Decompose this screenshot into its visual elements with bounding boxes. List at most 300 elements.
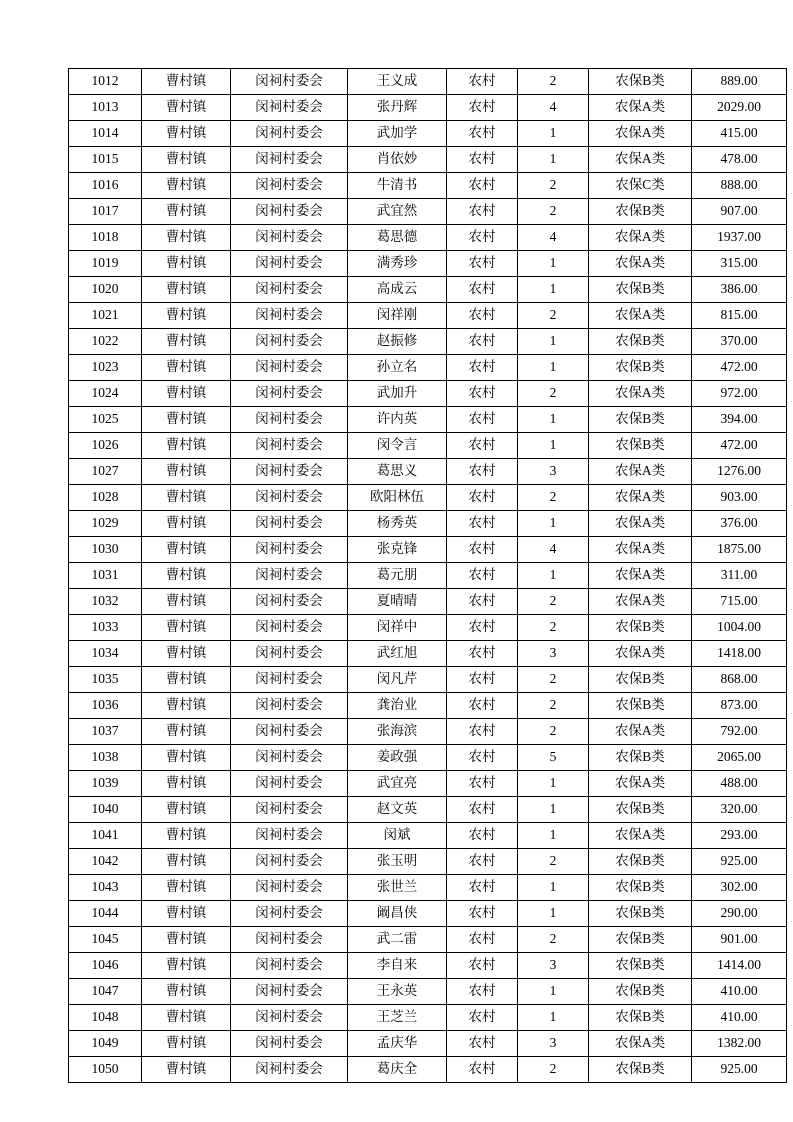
cell-name: 姜政强 xyxy=(348,745,447,771)
cell-category: 农保B类 xyxy=(589,355,692,381)
cell-category: 农保A类 xyxy=(589,303,692,329)
cell-category: 农保C类 xyxy=(589,173,692,199)
cell-id: 1017 xyxy=(69,199,142,225)
cell-category: 农保B类 xyxy=(589,901,692,927)
cell-town: 曹村镇 xyxy=(142,173,231,199)
cell-name: 葛思义 xyxy=(348,459,447,485)
table-row xyxy=(69,459,787,485)
table-row xyxy=(69,121,787,147)
cell-category: 农保B类 xyxy=(589,745,692,771)
cell-members: 2 xyxy=(518,667,589,693)
cell-amount: 302.00 xyxy=(692,875,787,901)
cell-village: 闵祠村委会 xyxy=(231,459,348,485)
cell-amount: 815.00 xyxy=(692,303,787,329)
cell-name: 孟庆华 xyxy=(348,1031,447,1057)
cell-category: 农保B类 xyxy=(589,69,692,95)
cell-village: 闵祠村委会 xyxy=(231,199,348,225)
cell-town: 曹村镇 xyxy=(142,615,231,641)
cell-village: 闵祠村委会 xyxy=(231,277,348,303)
cell-household-type: 农村 xyxy=(447,901,518,927)
cell-amount: 478.00 xyxy=(692,147,787,173)
cell-village: 闵祠村委会 xyxy=(231,823,348,849)
cell-members: 5 xyxy=(518,745,589,771)
cell-members: 2 xyxy=(518,1057,589,1083)
cell-amount: 2029.00 xyxy=(692,95,787,121)
cell-town: 曹村镇 xyxy=(142,875,231,901)
cell-household-type: 农村 xyxy=(447,303,518,329)
cell-household-type: 农村 xyxy=(447,771,518,797)
cell-category: 农保B类 xyxy=(589,433,692,459)
cell-household-type: 农村 xyxy=(447,615,518,641)
cell-id: 1035 xyxy=(69,667,142,693)
cell-name: 武红旭 xyxy=(348,641,447,667)
cell-village: 闵祠村委会 xyxy=(231,771,348,797)
cell-category: 农保B类 xyxy=(589,329,692,355)
table-row xyxy=(69,927,787,953)
cell-id: 1049 xyxy=(69,1031,142,1057)
cell-village: 闵祠村委会 xyxy=(231,225,348,251)
cell-name: 牛清书 xyxy=(348,173,447,199)
cell-name: 赵文英 xyxy=(348,797,447,823)
cell-category: 农保B类 xyxy=(589,667,692,693)
cell-amount: 715.00 xyxy=(692,589,787,615)
cell-amount: 873.00 xyxy=(692,693,787,719)
cell-name: 夏晴晴 xyxy=(348,589,447,615)
cell-name: 张丹辉 xyxy=(348,95,447,121)
cell-household-type: 农村 xyxy=(447,485,518,511)
cell-id: 1020 xyxy=(69,277,142,303)
cell-town: 曹村镇 xyxy=(142,1057,231,1083)
cell-village: 闵祠村委会 xyxy=(231,797,348,823)
cell-members: 1 xyxy=(518,797,589,823)
cell-id: 1021 xyxy=(69,303,142,329)
cell-category: 农保A类 xyxy=(589,251,692,277)
cell-amount: 394.00 xyxy=(692,407,787,433)
cell-id: 1040 xyxy=(69,797,142,823)
cell-members: 2 xyxy=(518,693,589,719)
cell-id: 1018 xyxy=(69,225,142,251)
cell-household-type: 农村 xyxy=(447,433,518,459)
cell-id: 1014 xyxy=(69,121,142,147)
cell-household-type: 农村 xyxy=(447,979,518,1005)
cell-name: 肖依妙 xyxy=(348,147,447,173)
cell-members: 3 xyxy=(518,459,589,485)
cell-members: 2 xyxy=(518,485,589,511)
cell-amount: 1418.00 xyxy=(692,641,787,667)
cell-town: 曹村镇 xyxy=(142,199,231,225)
cell-members: 2 xyxy=(518,719,589,745)
cell-members: 1 xyxy=(518,875,589,901)
cell-category: 农保B类 xyxy=(589,927,692,953)
table-row xyxy=(69,251,787,277)
cell-village: 闵祠村委会 xyxy=(231,121,348,147)
table-row xyxy=(69,823,787,849)
cell-category: 农保A类 xyxy=(589,121,692,147)
cell-amount: 972.00 xyxy=(692,381,787,407)
cell-members: 2 xyxy=(518,849,589,875)
table-row xyxy=(69,329,787,355)
cell-category: 农保A类 xyxy=(589,1031,692,1057)
cell-amount: 1382.00 xyxy=(692,1031,787,1057)
table-row xyxy=(69,615,787,641)
cell-id: 1042 xyxy=(69,849,142,875)
cell-id: 1027 xyxy=(69,459,142,485)
cell-name: 葛庆全 xyxy=(348,1057,447,1083)
cell-name: 葛思德 xyxy=(348,225,447,251)
cell-town: 曹村镇 xyxy=(142,1005,231,1031)
cell-town: 曹村镇 xyxy=(142,303,231,329)
cell-name: 高成云 xyxy=(348,277,447,303)
table-row xyxy=(69,771,787,797)
cell-village: 闵祠村委会 xyxy=(231,641,348,667)
cell-category: 农保A类 xyxy=(589,95,692,121)
cell-members: 2 xyxy=(518,199,589,225)
cell-category: 农保B类 xyxy=(589,199,692,225)
cell-household-type: 农村 xyxy=(447,407,518,433)
table-row xyxy=(69,147,787,173)
cell-household-type: 农村 xyxy=(447,277,518,303)
cell-household-type: 农村 xyxy=(447,121,518,147)
cell-town: 曹村镇 xyxy=(142,901,231,927)
cell-name: 闵斌 xyxy=(348,823,447,849)
table-row xyxy=(69,303,787,329)
cell-category: 农保B类 xyxy=(589,1005,692,1031)
cell-village: 闵祠村委会 xyxy=(231,719,348,745)
cell-id: 1047 xyxy=(69,979,142,1005)
table-row xyxy=(69,199,787,225)
cell-members: 2 xyxy=(518,381,589,407)
cell-id: 1013 xyxy=(69,95,142,121)
cell-members: 1 xyxy=(518,433,589,459)
cell-amount: 376.00 xyxy=(692,511,787,537)
cell-household-type: 农村 xyxy=(447,173,518,199)
cell-amount: 311.00 xyxy=(692,563,787,589)
cell-household-type: 农村 xyxy=(447,225,518,251)
cell-village: 闵祠村委会 xyxy=(231,667,348,693)
cell-household-type: 农村 xyxy=(447,875,518,901)
table-row xyxy=(69,355,787,381)
cell-category: 农保A类 xyxy=(589,537,692,563)
cell-category: 农保A类 xyxy=(589,589,692,615)
cell-name: 赵振修 xyxy=(348,329,447,355)
cell-town: 曹村镇 xyxy=(142,667,231,693)
cell-town: 曹村镇 xyxy=(142,95,231,121)
table-row xyxy=(69,225,787,251)
cell-members: 4 xyxy=(518,537,589,563)
cell-village: 闵祠村委会 xyxy=(231,329,348,355)
table-row xyxy=(69,849,787,875)
cell-household-type: 农村 xyxy=(447,251,518,277)
table-row xyxy=(69,433,787,459)
cell-id: 1016 xyxy=(69,173,142,199)
cell-amount: 1414.00 xyxy=(692,953,787,979)
cell-village: 闵祠村委会 xyxy=(231,69,348,95)
cell-id: 1050 xyxy=(69,1057,142,1083)
cell-village: 闵祠村委会 xyxy=(231,251,348,277)
cell-id: 1045 xyxy=(69,927,142,953)
cell-village: 闵祠村委会 xyxy=(231,563,348,589)
cell-household-type: 农村 xyxy=(447,69,518,95)
cell-village: 闵祠村委会 xyxy=(231,511,348,537)
table-row xyxy=(69,875,787,901)
cell-town: 曹村镇 xyxy=(142,797,231,823)
cell-amount: 907.00 xyxy=(692,199,787,225)
cell-id: 1036 xyxy=(69,693,142,719)
cell-household-type: 农村 xyxy=(447,381,518,407)
cell-name: 武加学 xyxy=(348,121,447,147)
cell-amount: 1875.00 xyxy=(692,537,787,563)
cell-name: 满秀珍 xyxy=(348,251,447,277)
cell-name: 张克锋 xyxy=(348,537,447,563)
cell-town: 曹村镇 xyxy=(142,225,231,251)
cell-name: 闵祥刚 xyxy=(348,303,447,329)
cell-id: 1030 xyxy=(69,537,142,563)
cell-members: 2 xyxy=(518,589,589,615)
table-row xyxy=(69,537,787,563)
cell-members: 1 xyxy=(518,355,589,381)
cell-village: 闵祠村委会 xyxy=(231,693,348,719)
cell-town: 曹村镇 xyxy=(142,771,231,797)
cell-village: 闵祠村委会 xyxy=(231,849,348,875)
cell-category: 农保B类 xyxy=(589,797,692,823)
cell-id: 1025 xyxy=(69,407,142,433)
table-row xyxy=(69,953,787,979)
cell-members: 2 xyxy=(518,927,589,953)
cell-members: 1 xyxy=(518,407,589,433)
cell-household-type: 农村 xyxy=(447,693,518,719)
cell-village: 闵祠村委会 xyxy=(231,381,348,407)
cell-name: 武宜然 xyxy=(348,199,447,225)
cell-household-type: 农村 xyxy=(447,823,518,849)
cell-household-type: 农村 xyxy=(447,511,518,537)
cell-members: 2 xyxy=(518,173,589,199)
cell-amount: 1004.00 xyxy=(692,615,787,641)
cell-household-type: 农村 xyxy=(447,797,518,823)
cell-members: 1 xyxy=(518,121,589,147)
cell-category: 农保A类 xyxy=(589,719,692,745)
cell-amount: 315.00 xyxy=(692,251,787,277)
table-row xyxy=(69,1031,787,1057)
cell-amount: 868.00 xyxy=(692,667,787,693)
cell-name: 李自来 xyxy=(348,953,447,979)
cell-household-type: 农村 xyxy=(447,849,518,875)
cell-name: 阚昌侠 xyxy=(348,901,447,927)
cell-name: 张海滨 xyxy=(348,719,447,745)
cell-name: 王义成 xyxy=(348,69,447,95)
cell-amount: 320.00 xyxy=(692,797,787,823)
cell-name: 王芝兰 xyxy=(348,1005,447,1031)
cell-members: 2 xyxy=(518,69,589,95)
cell-name: 张玉明 xyxy=(348,849,447,875)
cell-id: 1046 xyxy=(69,953,142,979)
cell-name: 龚治业 xyxy=(348,693,447,719)
cell-household-type: 农村 xyxy=(447,953,518,979)
table-row xyxy=(69,485,787,511)
cell-members: 2 xyxy=(518,303,589,329)
cell-amount: 488.00 xyxy=(692,771,787,797)
cell-amount: 925.00 xyxy=(692,849,787,875)
cell-village: 闵祠村委会 xyxy=(231,355,348,381)
cell-id: 1039 xyxy=(69,771,142,797)
cell-name: 孙立名 xyxy=(348,355,447,381)
cell-amount: 903.00 xyxy=(692,485,787,511)
cell-id: 1034 xyxy=(69,641,142,667)
cell-members: 1 xyxy=(518,277,589,303)
table-row xyxy=(69,719,787,745)
cell-category: 农保A类 xyxy=(589,381,692,407)
cell-town: 曹村镇 xyxy=(142,589,231,615)
cell-town: 曹村镇 xyxy=(142,381,231,407)
cell-village: 闵祠村委会 xyxy=(231,407,348,433)
cell-town: 曹村镇 xyxy=(142,927,231,953)
beneficiary-table xyxy=(68,68,787,1083)
table-row xyxy=(69,511,787,537)
cell-name: 闵令言 xyxy=(348,433,447,459)
cell-category: 农保A类 xyxy=(589,225,692,251)
cell-category: 农保B类 xyxy=(589,615,692,641)
cell-village: 闵祠村委会 xyxy=(231,901,348,927)
cell-village: 闵祠村委会 xyxy=(231,875,348,901)
cell-town: 曹村镇 xyxy=(142,953,231,979)
cell-id: 1048 xyxy=(69,1005,142,1031)
cell-amount: 386.00 xyxy=(692,277,787,303)
cell-amount: 290.00 xyxy=(692,901,787,927)
table-row xyxy=(69,1005,787,1031)
table-row xyxy=(69,173,787,199)
cell-id: 1015 xyxy=(69,147,142,173)
cell-town: 曹村镇 xyxy=(142,537,231,563)
cell-id: 1044 xyxy=(69,901,142,927)
cell-name: 欧阳林伍 xyxy=(348,485,447,511)
cell-amount: 410.00 xyxy=(692,979,787,1005)
cell-household-type: 农村 xyxy=(447,719,518,745)
cell-id: 1037 xyxy=(69,719,142,745)
table-row xyxy=(69,797,787,823)
cell-name: 武加升 xyxy=(348,381,447,407)
cell-town: 曹村镇 xyxy=(142,641,231,667)
table-row xyxy=(69,277,787,303)
cell-village: 闵祠村委会 xyxy=(231,1005,348,1031)
cell-amount: 472.00 xyxy=(692,355,787,381)
cell-name: 葛元朋 xyxy=(348,563,447,589)
cell-town: 曹村镇 xyxy=(142,251,231,277)
cell-id: 1028 xyxy=(69,485,142,511)
cell-category: 农保A类 xyxy=(589,563,692,589)
cell-village: 闵祠村委会 xyxy=(231,95,348,121)
cell-id: 1029 xyxy=(69,511,142,537)
cell-id: 1032 xyxy=(69,589,142,615)
cell-name: 闵凡芹 xyxy=(348,667,447,693)
cell-household-type: 农村 xyxy=(447,537,518,563)
cell-town: 曹村镇 xyxy=(142,355,231,381)
cell-id: 1041 xyxy=(69,823,142,849)
cell-category: 农保A类 xyxy=(589,147,692,173)
cell-town: 曹村镇 xyxy=(142,511,231,537)
cell-amount: 901.00 xyxy=(692,927,787,953)
cell-village: 闵祠村委会 xyxy=(231,303,348,329)
cell-household-type: 农村 xyxy=(447,459,518,485)
cell-village: 闵祠村委会 xyxy=(231,147,348,173)
cell-town: 曹村镇 xyxy=(142,693,231,719)
cell-members: 4 xyxy=(518,225,589,251)
cell-category: 农保B类 xyxy=(589,693,692,719)
cell-category: 农保A类 xyxy=(589,823,692,849)
cell-category: 农保A类 xyxy=(589,511,692,537)
cell-town: 曹村镇 xyxy=(142,485,231,511)
cell-amount: 925.00 xyxy=(692,1057,787,1083)
cell-household-type: 农村 xyxy=(447,641,518,667)
table-row xyxy=(69,589,787,615)
cell-id: 1019 xyxy=(69,251,142,277)
cell-village: 闵祠村委会 xyxy=(231,979,348,1005)
cell-town: 曹村镇 xyxy=(142,147,231,173)
cell-village: 闵祠村委会 xyxy=(231,433,348,459)
cell-amount: 293.00 xyxy=(692,823,787,849)
cell-town: 曹村镇 xyxy=(142,849,231,875)
cell-members: 3 xyxy=(518,641,589,667)
table-row xyxy=(69,979,787,1005)
cell-members: 1 xyxy=(518,511,589,537)
table-row xyxy=(69,407,787,433)
cell-household-type: 农村 xyxy=(447,95,518,121)
cell-members: 1 xyxy=(518,979,589,1005)
cell-household-type: 农村 xyxy=(447,1005,518,1031)
cell-household-type: 农村 xyxy=(447,927,518,953)
cell-members: 1 xyxy=(518,329,589,355)
cell-household-type: 农村 xyxy=(447,563,518,589)
cell-household-type: 农村 xyxy=(447,1057,518,1083)
cell-id: 1026 xyxy=(69,433,142,459)
table-row xyxy=(69,745,787,771)
cell-category: 农保B类 xyxy=(589,953,692,979)
cell-amount: 792.00 xyxy=(692,719,787,745)
cell-household-type: 农村 xyxy=(447,589,518,615)
cell-town: 曹村镇 xyxy=(142,277,231,303)
cell-village: 闵祠村委会 xyxy=(231,173,348,199)
cell-category: 农保A类 xyxy=(589,641,692,667)
table-row xyxy=(69,69,787,95)
table-row xyxy=(69,381,787,407)
cell-members: 1 xyxy=(518,901,589,927)
cell-village: 闵祠村委会 xyxy=(231,589,348,615)
cell-town: 曹村镇 xyxy=(142,979,231,1005)
cell-members: 3 xyxy=(518,1031,589,1057)
cell-id: 1022 xyxy=(69,329,142,355)
cell-category: 农保B类 xyxy=(589,1057,692,1083)
cell-id: 1031 xyxy=(69,563,142,589)
cell-village: 闵祠村委会 xyxy=(231,1057,348,1083)
cell-category: 农保A类 xyxy=(589,771,692,797)
cell-town: 曹村镇 xyxy=(142,745,231,771)
cell-amount: 410.00 xyxy=(692,1005,787,1031)
cell-members: 3 xyxy=(518,953,589,979)
cell-amount: 1276.00 xyxy=(692,459,787,485)
cell-members: 1 xyxy=(518,771,589,797)
cell-members: 2 xyxy=(518,615,589,641)
cell-town: 曹村镇 xyxy=(142,823,231,849)
cell-id: 1023 xyxy=(69,355,142,381)
cell-village: 闵祠村委会 xyxy=(231,537,348,563)
cell-town: 曹村镇 xyxy=(142,719,231,745)
cell-id: 1012 xyxy=(69,69,142,95)
cell-members: 1 xyxy=(518,563,589,589)
cell-amount: 2065.00 xyxy=(692,745,787,771)
cell-id: 1043 xyxy=(69,875,142,901)
cell-members: 1 xyxy=(518,147,589,173)
cell-id: 1033 xyxy=(69,615,142,641)
cell-id: 1038 xyxy=(69,745,142,771)
cell-town: 曹村镇 xyxy=(142,69,231,95)
